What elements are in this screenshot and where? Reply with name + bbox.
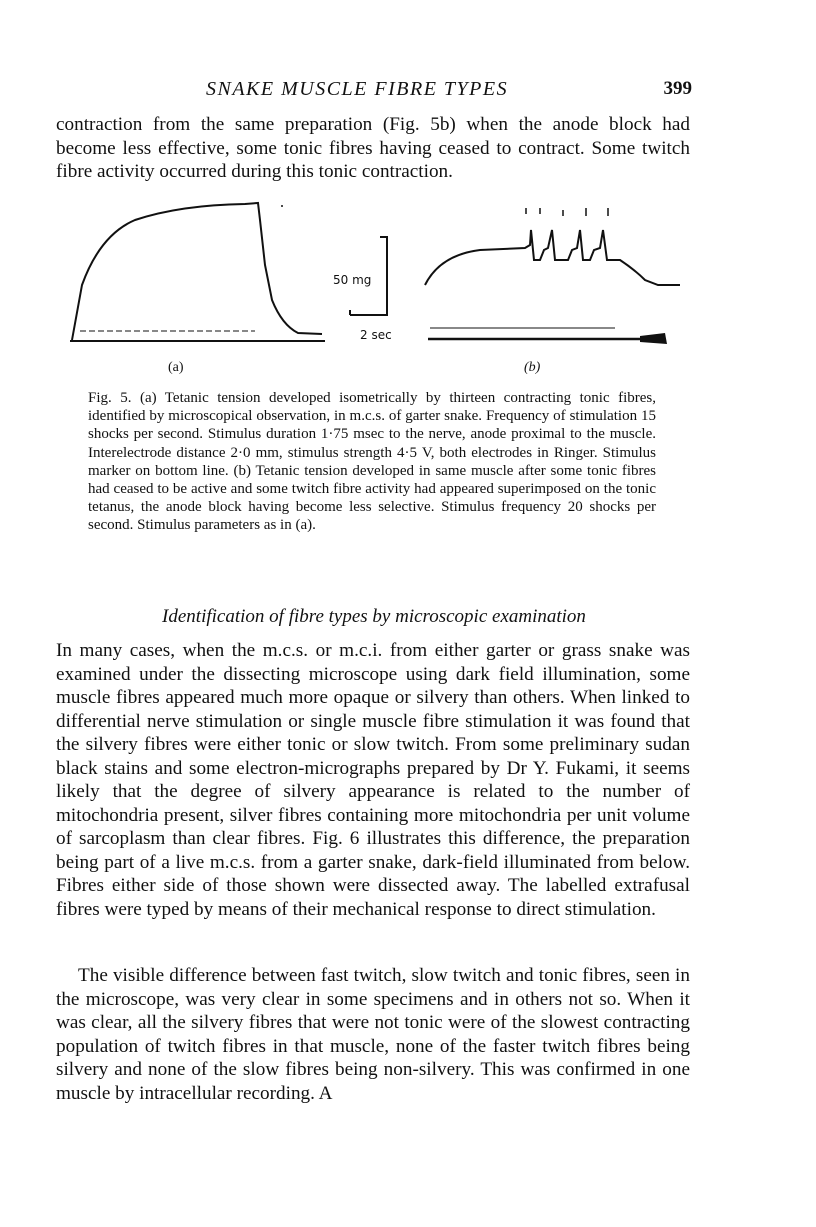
panel-b-tension-trace: [425, 230, 680, 285]
page-header: [56, 78, 692, 106]
intro-paragraph: contraction from the same preparation (Fig. 5b) when the anode block had become less effective, some tonic fibres having ceased to contract. Some twitch fibre activity occurred during this tonic contraction.: [56, 114, 690, 182]
running-title: SNAKE MUSCLE FIBRE TYPES: [206, 78, 509, 100]
page-number: 399: [663, 78, 692, 99]
panel-a-tension-trace: [72, 203, 322, 340]
scale-time-label: 2 sec: [360, 328, 392, 342]
panel-b-label: (b): [524, 360, 541, 375]
section-paragraph-2: The visible difference between fast twitch, slow twitch and tonic fibres, seen in the microscope, was very clear in some specimens and in others not so. When it was clear, all the silvery fibres that were not tonic were of the slowest contracting population of twitch fibres in that muscle, none of the faster twitch fibres being silvery and none of the slow fibres being non-silvery. This was confirmed in one muscle by intracellular recording. A: [56, 965, 690, 1104]
figure-5: [60, 190, 690, 380]
section-paragraph-1: In many cases, when the m.c.s. or m.c.i. from either garter or grass snake was examined under the dissecting microscope using dark field illumination, some muscle fibres appeared much more opaque or silvery than others. When linked to differential nerve stimulation or single muscle fibre stimulation it was found that the silvery fibres were either tonic or slow twitch. From some preliminary sudan black stains and some electron-micrographs prepared by Dr Y. Fukami, it seems likely that the degree of silvery appearance is related to the number of mitochondria present, silver fibres containing more mitochondria per unit volume of sarcoplasm than clear fibres. Fig. 6 illustrates this difference, the preparation being part of a live m.c.s. from a garter snake, dark-field illuminated from below. Fibres either side of those shown were dissected away. The labelled extrafusal fibres were typed by means of their mechanical response to direct stimulation.: [56, 640, 690, 920]
figure-caption: Fig. 5. (a) Tetanic tension developed isometrically by thirteen contracting tonic fibres, identified by microscopical observation, in m.c.s. of garter snake. Frequency of stimulation 15 shocks per second. Stimulus duration 1·75 msec to the nerve, anode proximal to the muscle. Interelectrode distance 2·0 mm, stimulus strength 4·5 V, both electrodes in Ringer. Stimulus marker on bottom line. (b) Tetanic tension developed in same muscle after some tonic fibres had ceased to be active and some twitch fibre activity had appeared superimposed on the tonic tetanus, the anode block having become less selective. Stimulus frequency 20 shocks per second. Stimulus parameters as in (a).: [88, 390, 656, 534]
scale-force-label: 50 mg: [333, 273, 372, 287]
panel-a-label: (a): [168, 360, 184, 375]
section-heading: Identification of fibre types by microscopic examination: [162, 606, 586, 627]
